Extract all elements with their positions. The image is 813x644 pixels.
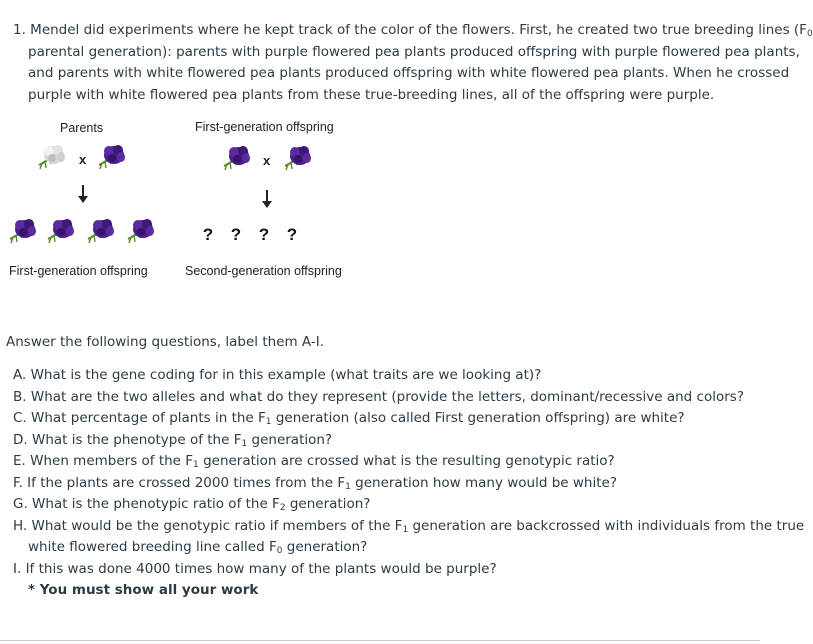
arrow-down-icon <box>77 185 89 205</box>
show-work-note: * You must show all your work <box>28 582 259 598</box>
label-second-generation: Second-generation offspring <box>185 264 342 278</box>
question-h: H. What would be the genotypic ratio if members of the $F_1$ generation are backcrossed with individuals from the true <box>13 517 805 535</box>
purple-flower-icon <box>46 219 76 247</box>
question-a: A. What is the gene coding for in this example (what traits are we looking at)? <box>13 367 542 383</box>
purple-flower-icon <box>86 219 116 247</box>
intro-line-4: purple with white flowered pea plants from these true-breeding lines, all of the offspring were purple. <box>28 86 715 103</box>
question-mark: ? <box>230 225 242 244</box>
arrow-down-icon <box>261 190 273 210</box>
question-i: I. If this was done 4000 times how many of the plants would be purple? <box>13 560 497 577</box>
bottom-divider <box>0 640 760 641</box>
question-h-continued: white flowered breeding line called $F_0$ generation? <box>28 539 368 556</box>
second-generation-unknowns <box>194 225 306 245</box>
white-flower-icon <box>37 145 67 173</box>
question-g: G. What is the phenotypic ratio of the $F_2$ generation? <box>13 496 371 513</box>
question-mark: ? <box>202 225 214 244</box>
question-d: D. What is the phenotype of the $F_1$ generation? <box>13 431 333 449</box>
questions-list <box>13 365 804 602</box>
intro-paragraph <box>13 20 813 106</box>
question-c: C. What percentage of plants in the $F_1$ generation (also called First generation offspring) are white? <box>13 410 685 427</box>
question-b: B. What are the two alleles and what do they represent (provide the letters, dominant/recessive and colors? <box>13 388 744 405</box>
purple-flower-icon <box>222 146 252 174</box>
label-parents: Parents <box>60 121 104 135</box>
cross-symbol: x <box>263 153 271 168</box>
purple-flower-icon <box>126 219 156 247</box>
question-mark: ? <box>258 225 270 244</box>
intro-line-1: 1. Mendel did experiments where he kept track of the color of the flowers. First, he created two true breeding lines ($F_0$ <box>13 22 813 39</box>
intro-line-3: and parents with white flowered pea plants produced offspring with white flowered pea plants. When he crossed <box>28 65 790 81</box>
question-f: F. If the plants are crossed 2000 times from the $F_1$ generation how many would be white? <box>13 474 618 492</box>
label-first-generation-top: First-generation offspring <box>195 120 334 134</box>
cross-symbol: x <box>79 152 87 167</box>
instructions: Answer the following questions, label them A-I. <box>6 334 325 350</box>
question-e: E. When members of the $F_1$ generation are crossed what is the resulting genotypic ratio? <box>13 453 615 470</box>
label-first-generation-bottom: First-generation offspring <box>9 264 148 278</box>
purple-flower-icon <box>8 219 38 247</box>
mendel-cross-figure <box>0 115 380 285</box>
intro-line-2: parental generation): parents with purple flowered pea plants produced offspring with purple flowered pea plants, <box>28 43 800 60</box>
question-mark: ? <box>286 225 298 244</box>
purple-flower-icon <box>97 145 127 173</box>
purple-flower-icon <box>283 146 313 174</box>
